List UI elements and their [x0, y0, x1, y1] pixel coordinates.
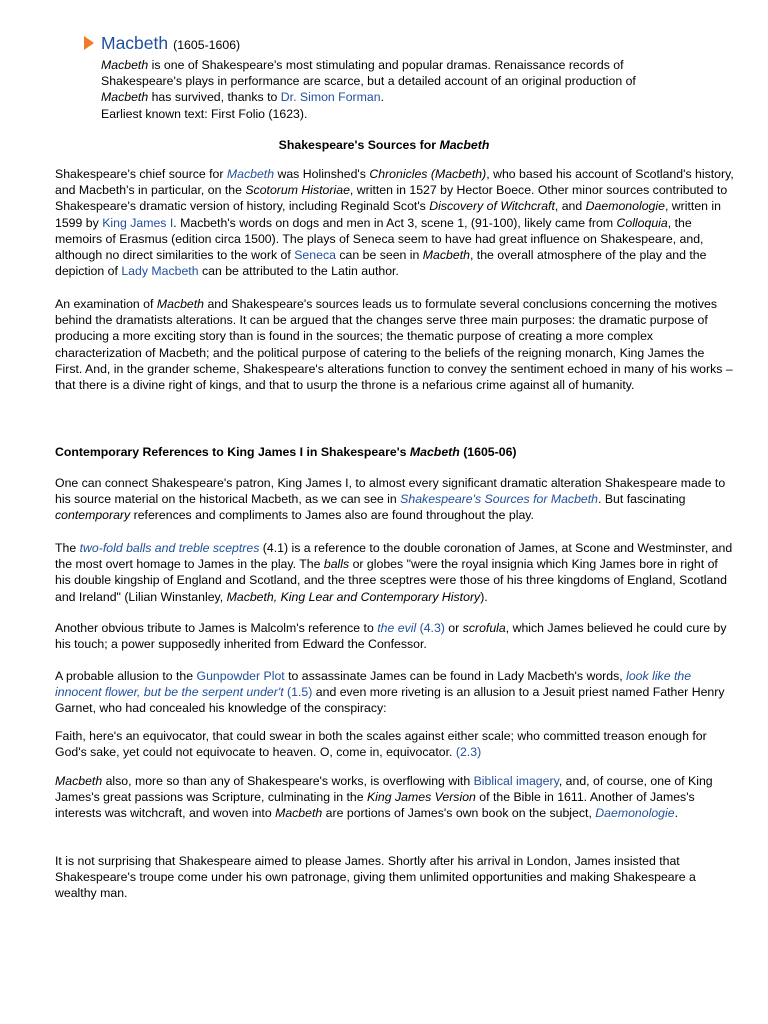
references-paragraph-2 [55, 540, 735, 605]
innocent-flower-ref: (1.5) [283, 685, 313, 700]
references-heading-italic: Macbeth [409, 445, 460, 459]
seneca-link[interactable]: Seneca [294, 248, 336, 263]
lady-macbeth-link[interactable]: Lady Macbeth [121, 264, 199, 279]
macbeth-link[interactable] [227, 167, 274, 181]
colloquia-italic: Colloquia [616, 215, 668, 230]
sources-heading [0, 137, 768, 153]
text: , the overall atmosphere of the play and the depiction of [55, 248, 707, 279]
text: can be seen in [335, 248, 423, 263]
text: Shakespeare's chief source for [55, 167, 227, 181]
text: , written in 1599 by [55, 199, 722, 230]
text: , which James believed he could cure by his touch; a power supposedly inherited from Edward the Confessor. [55, 621, 727, 652]
macbeth-italic: Macbeth [55, 774, 103, 788]
macbeth-link-text: Macbeth [226, 167, 275, 181]
text: and Shakespeare's sources leads us to formulate several conclusions concerning the motives behind the dramatists alterations. It can be argued that the changes serve three main purposes: the dramatic purpose of producing a more exciting story than is found in the sources; the thematic purpose of creating a more complex characterization of Macbeth; and the political purpose of catering to the beliefs of the reigning monarch, King James the First. And, in the grander scheme, Shakespeare's alterations function to convey the sentiment echoed in many of his works – that there is a divine right of kings, and that to usurp the throne is a nefarious crime against all of humanity. [55, 297, 733, 393]
title-row [84, 33, 724, 57]
sources-paragraph-2 [55, 296, 735, 393]
text: The [55, 541, 80, 555]
scotorum-italic: Scotorum Historiae [245, 183, 350, 198]
macbeth-title-link[interactable]: Macbeth [101, 33, 169, 53]
intro-text-2: has survived, thanks to [148, 90, 281, 105]
contemporary-italic: contemporary [55, 508, 131, 523]
daemonologie-link[interactable] [595, 806, 674, 820]
biblical-imagery-link[interactable]: Biblical imagery [473, 774, 559, 788]
sources-link-text: Shakespeare's Sources for Macbeth [400, 492, 599, 507]
intro-italic-macbeth: Macbeth [101, 58, 149, 72]
scrofula-italic: scrofula [462, 621, 506, 635]
references-paragraph-1 [55, 475, 735, 524]
text: . But fascinating [598, 492, 686, 507]
entry-header [84, 33, 724, 122]
references-heading [55, 444, 517, 460]
act-2-3-link[interactable]: (2.3) [455, 745, 482, 760]
gunpowder-plot-link[interactable]: Gunpowder Plot [196, 669, 285, 683]
intro-paragraph [101, 57, 649, 106]
intro-italic-macbeth-2: Macbeth [101, 90, 149, 105]
text: or [444, 621, 463, 635]
text: (4.1) is a reference to the double coronation of James, at Scone and Westminster, and the most overt homage to James in the play. The [55, 541, 733, 572]
arrow-bullet-icon [84, 36, 94, 50]
earliest-text: Earliest known text: First Folio (1623). [101, 106, 308, 121]
king-james-link[interactable]: King James I [102, 215, 174, 230]
the-evil-link[interactable] [377, 621, 445, 635]
text: . [674, 806, 679, 821]
title-dates: (1605-1606) [173, 38, 241, 52]
daemonologie-link-text: Daemonologie [595, 806, 675, 821]
two-fold-balls-link[interactable] [80, 541, 260, 555]
sources-heading-text: Shakespeare's Sources for [278, 138, 440, 152]
text: was Holinshed's [274, 167, 370, 181]
references-paragraph-3 [55, 620, 735, 652]
text: and even more riveting is an allusion to a Jesuit priest named Father Henry Garnet, who had concealed his knowledge of the conspiracy: [55, 685, 725, 716]
macbeth-italic: Macbeth [275, 806, 323, 821]
text: An examination of [55, 297, 157, 311]
chronicles-italic: Chronicles (Macbeth) [369, 167, 487, 181]
references-heading-text: Contemporary References to King James I in Shakespeare's [55, 445, 410, 459]
text: , and, of course, one of King James's great passions was Scripture, culminating in the [55, 774, 713, 805]
innocent-flower-text: look like the innocent flower, but be the serpent under't [55, 669, 692, 700]
simon-forman-link[interactable]: Dr. Simon Forman [280, 90, 381, 105]
intro-text-1: is one of Shakespeare's most stimulating and popular dramas. Renaissance records of Shakespeare's plays in performance are scarce, but a detailed account of an original production of [101, 58, 636, 89]
text: A probable allusion to the [55, 669, 197, 683]
macbeth-italic: Macbeth [422, 248, 470, 263]
text: , the memoirs of Erasmus (edition circa 1500). The plays of Seneca seem to have had great influence on Shakespeare, and, although no direct similarities to the work of [55, 215, 704, 263]
text: are portions of James's own book on the subject, [322, 806, 596, 821]
macbeth-italic: Macbeth [156, 297, 205, 311]
balls-italic: balls [323, 557, 350, 572]
references-heading-dates: (1605-06) [459, 445, 517, 459]
text: Another obvious tribute to James is Malcolm's reference to [55, 621, 378, 635]
sources-for-macbeth-link[interactable] [400, 492, 598, 506]
two-fold-link-text: two-fold balls and treble sceptres [79, 541, 260, 555]
text: . Macbeth's words on dogs and men in Act 3, scene 1, (91-100), likely came from [173, 215, 617, 230]
intro-text-3: . [380, 90, 384, 105]
text: , who based his account of Scotland's history, and Macbeth's in particular, on the [55, 167, 734, 198]
references-paragraph-6: It is not surprising that Shakespeare aimed to please James. Shortly after his arrival in London, James insisted that Shakespeare's troupe come under his own patronage, giving them unlimited opportunities and making Shakespeare a wealthy man. [55, 854, 696, 901]
winstanley-italic: Macbeth, King Lear and Contemporary History [226, 589, 481, 604]
kjv-italic: King James Version [366, 790, 476, 805]
text: can be attributed to the Latin author. [198, 264, 399, 279]
text: ). [480, 589, 488, 604]
text: One can connect Shakespeare's patron, King James I, to almost every significant dramatic alteration Shakespeare made to his source material on the historical Macbeth, as we can see in [55, 476, 726, 507]
the-evil-text: the evil [377, 621, 417, 635]
sources-heading-italic: Macbeth [439, 138, 490, 152]
the-evil-ref: (4.3) [416, 621, 445, 635]
text: references and compliments to James also are found throughout the play. [130, 508, 534, 523]
sources-paragraph-1 [55, 166, 735, 279]
discovery-italic: Discovery of Witchcraft [429, 199, 555, 214]
text: also, more so than any of Shakespeare's works, is overflowing with [102, 774, 474, 788]
daemonologie-italic: Daemonologie [585, 199, 665, 214]
equivocator-quote [55, 728, 735, 760]
text: , and [554, 199, 586, 214]
references-paragraph-5 [55, 773, 735, 822]
references-paragraph-4 [55, 668, 735, 717]
text: of the Bible in 1611. Another of James's interests was witchcraft, and woven into [55, 790, 695, 821]
quote-text: Faith, here's an equivocator, that could swear in both the scales against either scale; who committed treason enough for God's sake, yet could not equivocate to heaven. O, come in, equivocator. [55, 729, 707, 760]
text: or globes "were the royal insignia which King James bore in right of his double kingship of England and Scotland, and the three sceptres were those of his three kingdoms of England, Scotland and Ireland" (Lilian Winstanley, [55, 557, 727, 604]
text: to assassinate James can be found in Lady Macbeth's words, [284, 669, 627, 683]
text: , written in 1527 by Hector Boece. Other minor sources contributed to Shakespeare's dramatic version of history, including Reginald Scot's [55, 183, 728, 214]
